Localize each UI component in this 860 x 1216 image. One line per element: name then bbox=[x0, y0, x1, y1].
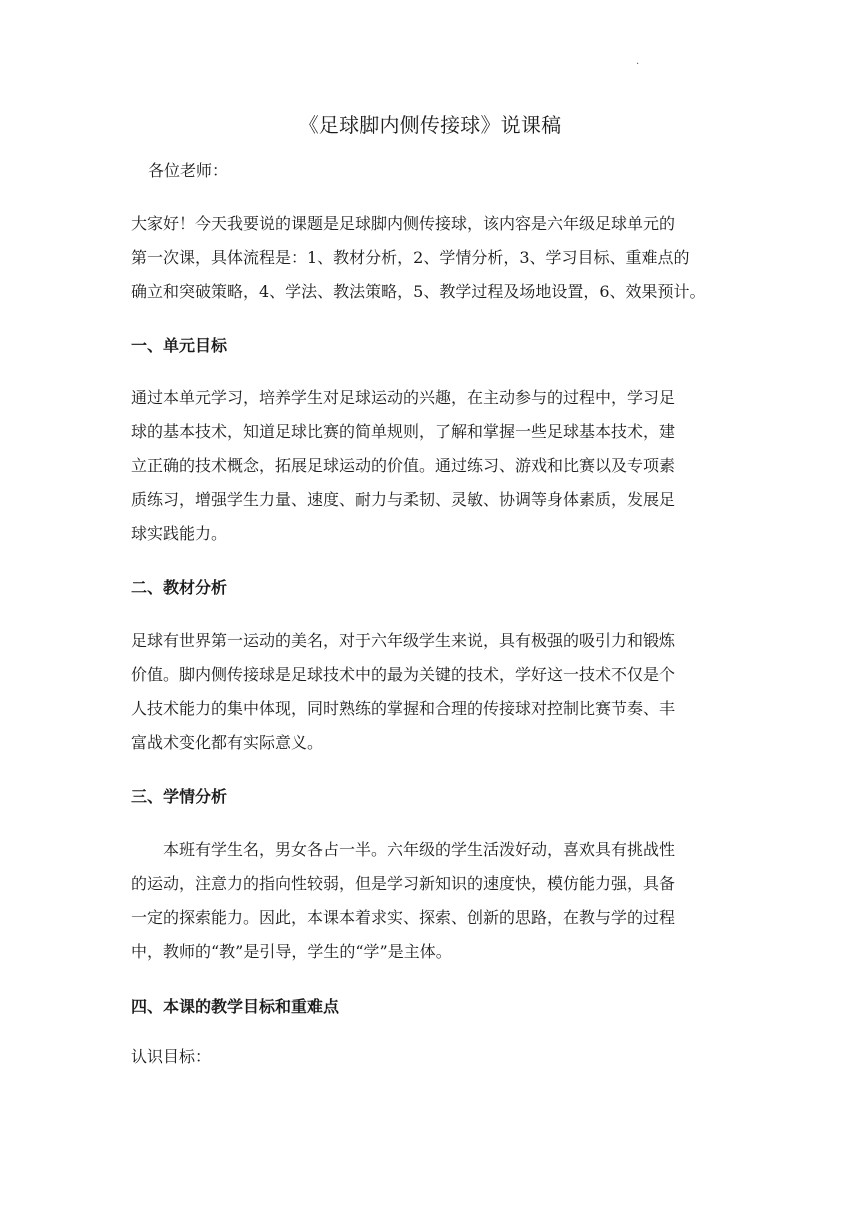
intro-line: 确立和突破策略，4、学法、教法策略，5、教学过程及场地设置，6、效果预计。 bbox=[131, 282, 706, 301]
paragraph-line: 中，教师的“教”是引导，学生的“学”是主体。 bbox=[131, 942, 452, 961]
paragraph-line: 球实践能力。 bbox=[131, 524, 228, 543]
paragraph-line: 立正确的技术概念，拓展足球运动的价值。通过练习、游戏和比赛以及专项素 bbox=[131, 456, 676, 475]
greeting: 各位老师： bbox=[148, 161, 229, 180]
paragraph-line: 的运动，注意力的指向性较弱，但是学习新知识的速度快，模仿能力强，具备 bbox=[131, 874, 676, 893]
paragraph-line: 本班有学生名，男女各占一半。六年级的学生活泼好动，喜欢具有挑战性 bbox=[163, 840, 676, 859]
paragraph-line: 人技术能力的集中体现，同时熟练的掌握和合理的传接球对控制比赛节奏、丰 bbox=[131, 699, 676, 718]
intro-paragraph bbox=[131, 207, 751, 309]
paragraph-line: 通过本单元学习，培养学生对足球运动的兴趣，在主动参与的过程中，学习足 bbox=[131, 388, 676, 407]
paragraph-line: 足球有世界第一运动的美名，对于六年级学生来说，具有极强的吸引力和锻炼 bbox=[131, 631, 676, 650]
paragraph-line: 球的基本技术，知道足球比赛的简单规则，了解和掌握一些足球基本技术，建 bbox=[131, 422, 676, 441]
paragraph-line: 质练习，增强学生力量、速度、耐力与柔韧、灵敏、协调等身体素质，发展足 bbox=[131, 490, 676, 509]
paragraph-line: 认识目标： bbox=[131, 1047, 212, 1066]
paragraph-line: 一定的探索能力。因此，本课本着求实、探索、创新的思路，在教与学的过程 bbox=[131, 908, 676, 927]
section-heading-student-analysis: 三、学情分析 bbox=[131, 787, 228, 806]
paragraph-line: 价值。脚内侧传接球是足球技术中的最为关键的技术，学好这一技术不仅是个 bbox=[131, 665, 676, 684]
section-heading-teaching-goals: 四、本课的教学目标和重难点 bbox=[131, 997, 340, 1016]
student-analysis-paragraph bbox=[131, 833, 751, 969]
intro-line: 大家好！今天我要说的课题是足球脚内侧传接球，该内容是六年级足球单元的 bbox=[131, 214, 676, 233]
header-mark: . bbox=[636, 56, 640, 67]
section-heading-unit-goals: 一、单元目标 bbox=[131, 336, 228, 355]
material-analysis-paragraph bbox=[131, 624, 751, 760]
document-title: 《足球脚内侧传接球》说课稿 bbox=[298, 113, 562, 137]
section-heading-material-analysis: 二、教材分析 bbox=[131, 578, 228, 597]
unit-goals-paragraph bbox=[131, 381, 751, 551]
paragraph-line: 富战术变化都有实际意义。 bbox=[131, 733, 324, 752]
teaching-goals-paragraph bbox=[131, 1040, 751, 1074]
intro-line: 第一次课，具体流程是：1、教材分析，2、学情分析，3、学习目标、重难点的 bbox=[131, 248, 690, 267]
